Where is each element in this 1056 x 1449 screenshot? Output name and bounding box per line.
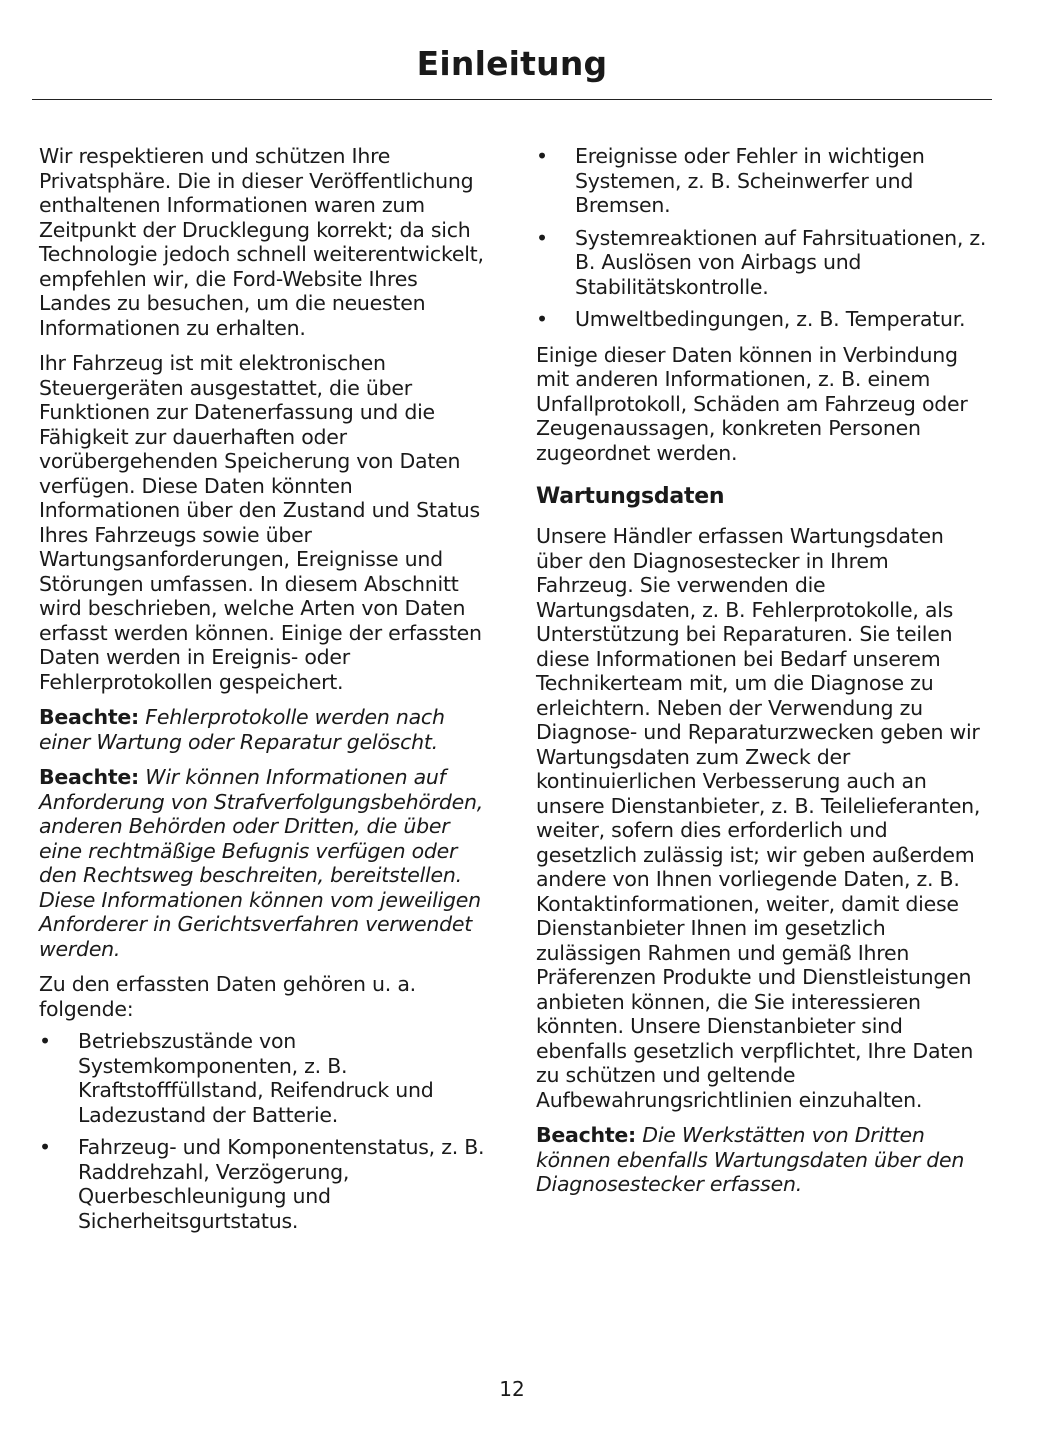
left-column (39, 144, 494, 1244)
bullet-icon: • (536, 225, 548, 250)
section-heading-maintenance-data: Wartungsdaten (536, 484, 725, 509)
note-text: Fehlerprotokolle werden nach einer Wartung oder Reparatur gelöscht. (39, 705, 445, 754)
list-item (536, 144, 991, 218)
list-item (39, 1029, 494, 1127)
page-title: Einleitung (416, 44, 608, 83)
page-number: 12 (499, 1377, 525, 1401)
personal-link-paragraph: Einige dieser Daten können in Verbindung mit anderen Informationen, z. B. einem Unfallprotokoll, Schäden am Fahrzeug oder Zeugenaussagen, konkreten Personen zugeordnet werden. (536, 342, 968, 465)
maintenance-data-paragraph: Unsere Händler erfassen Wartungsdaten über den Diagnosestecker in Ihrem Fahrzeug. Sie verwenden die Wartungsdaten, z. B. Fehlerprotokolle, als Unterstützung bei Reparaturen. Sie teilen diese Informationen bei Bedarf unserem Technikerteam mit, um die Diagnose zu erleichtern. Neben der Verwendung zu Diagnose- und Reparaturzwecken geben wir Wartungsdaten zum Zweck der kontinuierlichen Verbesserung auch an unsere Dienstanbieter, z. B. Teilelieferanten, weiter, sofern dies erforderlich und gesetzlich zulässig ist; wir geben außerdem andere von Ihnen vorliegende Daten, z. B. Kontaktinformationen, weiter, damit diese Dienstanbieter Ihnen im gesetzlich zulässigen Rahmen und gemäß Ihren Präferenzen Produkte und Dienstleistungen anbieten können, die Sie interessieren könnten. Unsere Dienstanbieter sind ebenfalls gesetzlich verpflichtet, Ihre Daten zu schützen und geltende Aufbewahrungsrichtlinien einzuhalten. (536, 524, 981, 1112)
list-item-text: Systemreaktionen auf Fahrsituationen, z. B. Auslösen von Airbags und Stabilitätskontrolle. (575, 225, 987, 299)
list-item (536, 226, 991, 300)
bullet-icon: • (39, 1135, 51, 1159)
collected-data-list-continued (536, 144, 991, 332)
list-item-text: Umweltbedingungen, z. B. Temperatur. (575, 307, 966, 331)
note-text: Die Werkstätten von Dritten können ebenfalls Wartungsdaten über den Diagnosestecker erfassen. (536, 1123, 965, 1196)
collected-data-list (39, 1029, 494, 1233)
note-label: Beachte: (536, 1123, 637, 1147)
note-third-party-workshops (536, 1123, 991, 1197)
note-error-logs (39, 705, 494, 754)
list-item (536, 307, 991, 332)
data-collection-paragraph: Ihr Fahrzeug ist mit elektronischen Steuergeräten ausgestattet, die über Funktionen zur Datenerfassung und die Fähigkeit zur dauerhaften oder vorübergehenden Speicherung von Daten verfügen. Diese Daten könnten Informationen über den Zustand und Status Ihres Fahrzeugs sowie über Wartungsanforderungen, Ereignisse und Störungen umfassen. In diesem Abschnitt wird beschrieben, welche Arten von Daten erfasst werden können. Einige der erfassten Daten werden in Ereignis- oder Fehlerprotokollen gespeichert. (39, 351, 482, 694)
list-item-text: Ereignisse oder Fehler in wichtigen Systemen, z. B. Scheinwerfer und Bremsen. (575, 144, 925, 217)
list-item-text: Betriebszustände von Systemkomponenten, z. B. Kraftstofffüllstand, Reifendruck und Ladezustand der Batterie. (78, 1029, 434, 1127)
intro-paragraph: Wir respektieren und schützen Ihre Privatsphäre. Die in dieser Veröffentlichung enthaltenen Informationen waren zum Zeitpunkt der Drucklegung korrekt; da sich Technologie jedoch schnell weiterentwickelt, empfehlen wir, die Ford-Website Ihres Landes zu besuchen, um die neuesten Informationen zu erhalten. (39, 144, 484, 340)
list-item-text: Fahrzeug- und Komponentenstatus, z. B. Raddrehzahl, Verzögerung, Querbeschleunigung und Sicherheitsgurtstatus. (78, 1135, 485, 1233)
list-item (39, 1135, 494, 1233)
bullet-icon: • (536, 144, 548, 168)
note-text: Wir können Informationen auf Anforderung von Strafverfolgungsbehörden, anderen Behörden oder Dritten, die über eine rechtmäßige Befugnis verfügen oder den Rechtsweg beschreiten, bereitstellen. Diese Informationen können vom jeweiligen Anforderer in Gerichtsverfahren verwendet werden. (39, 765, 484, 961)
note-authorities (39, 765, 494, 961)
bullet-icon: • (536, 307, 548, 331)
note-label: Beachte: (39, 765, 140, 789)
right-column (536, 144, 991, 1208)
note-label: Beachte: (39, 705, 140, 729)
title-divider (32, 99, 992, 100)
list-intro: Zu den erfassten Daten gehören u. a. folgende: (39, 972, 416, 1021)
bullet-icon: • (39, 1029, 51, 1053)
